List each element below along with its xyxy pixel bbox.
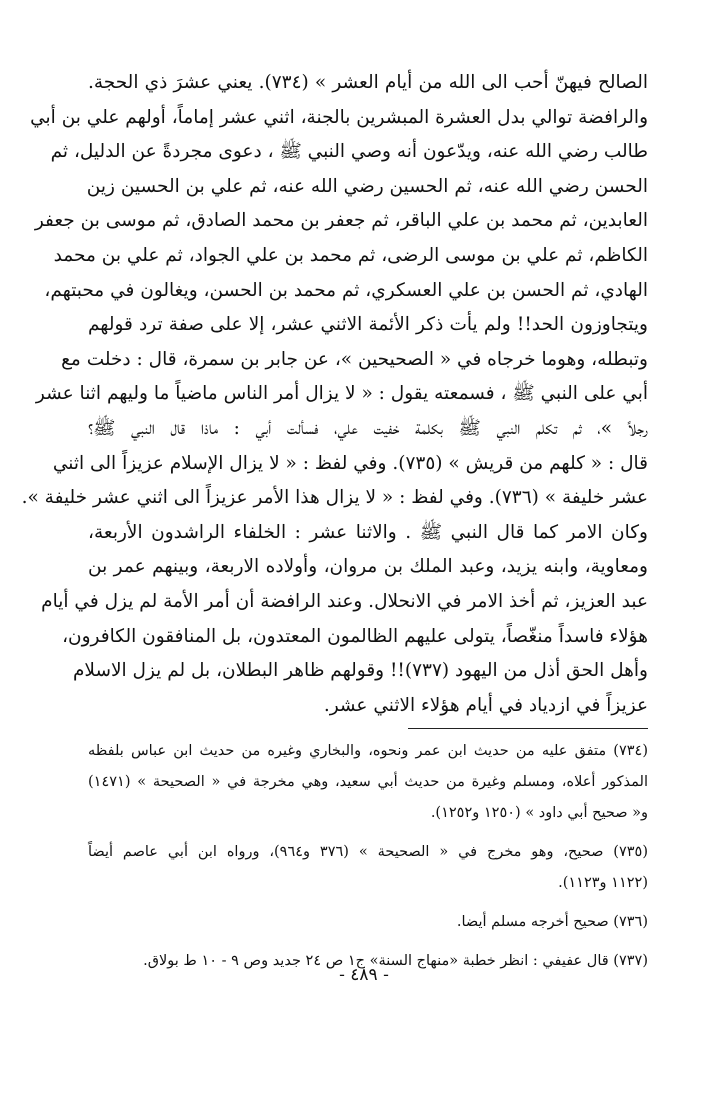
footnote-736 [88,907,648,938]
text-line: الحسن رضي الله عنه، ثم الحسين رضي الله عنه، ثم علي بن الحسين زين [86,175,648,197]
text-line: والرافضة توالي بدل العشرة المبشرين بالجنة، اثني عشر إماماً، أولهم علي بن أبي [30,106,648,128]
footnote-divider [408,728,648,729]
text-line: هؤلاء فاسداً منغّصاً، يتولى عليهم الظالمون المعتدون، بل المنافقون الكافرون، [62,625,648,647]
text-line: عزيزاً في ازدياد في أيام هؤلاء الاثني عشر. [323,694,648,716]
text-line: وتبطله، وهوما خرجاه في « الصحيحين »، عن جابر بن سمرة، قال : دخلت مع [61,348,648,370]
text-line: وأهل الحق أذل من اليهود (٧٣٧)!! وقولهم ظاهر البطلان، بل لم يزل الاسلام [72,660,648,682]
text-line: طالب رضي الله عنه، ويدّعون أنه وصي النبي ﷺ ، دعوى مجردةً عن الدليل، ثم [50,141,648,163]
text-line: ويتجاوزون الحد!! ولم يأت ذكر الأئمة الاثني عشر، إلا على صفة ترد قولهم [88,314,648,336]
text-line: الهادي، ثم الحسن بن علي العسكري، ثم محمد بن الحسن، ويغالون في محبتهم، [44,279,648,301]
main-text [21,66,649,723]
footnote-735 [88,837,648,899]
footnote-734 [88,736,648,829]
footnote-line: و« صحيح أبي داود » (١٢٥٠ و١٢٥٢). [430,805,648,821]
footnote-line: (٧٣٦) صحيح أخرجه مسلم أيضا. [456,914,648,930]
footnotes [88,736,648,977]
text-line: رجلاً »، ثم تكلم النبي ﷺ بكلمة خفيت علي، فسألت أبي : ماذا قال النبي ﷺ؟ [88,417,648,439]
text-line: قال : « كلهم من قريش » (٧٣٥). وفي لفظ : « لا يزال الإسلام عزيزاً الى اثني [52,452,648,474]
footnote-line: (٧٣٧) قال عفيفي : انظر خطبة «منهاج السنة» ج١ ص ٢٤ جديد وص ٩ - ١٠ ط بولاق. [143,953,648,969]
text-line: عبد العزيز، ثم أخذ الامر في الانحلال. وعند الرافضة أن أمر الأمة لم يزل في أيام [41,590,648,612]
text-line: عشر خليفة » (٧٣٦). وفي لفظ : « لا يزال هذا الأمر عزيزاً الى اثني عشر خليفة ». [21,487,648,509]
text-line: ومعاوية، وابنه يزيد، وعبد الملك بن مروان، وأولاده الاربعة، وبينهم عمر بن [88,556,648,578]
text-line: العابدين، ثم محمد بن علي الباقر، ثم جعفر بن محمد الصادق، ثم موسى بن جعفر [34,210,648,232]
text-line: وكان الامر كما قال النبي ﷺ . والاثنا عشر : الخلفاء الراشدون الأربعة، [88,521,648,543]
text-line: الصالح فيهنّ أحب الى الله من أيام العشر » (٧٣٤). يعني عشرَ ذي الحجة. [88,72,649,93]
page-number: - ٤٨٩ - [339,965,389,985]
footnote-line: (١١٢٢ و١١٢٣). [558,875,648,891]
text-line: الكاظم، ثم علي بن موسى الرضى، ثم محمد بن علي الجواد، ثم علي بن محمد [53,244,648,266]
footnote-line: (٧٣٥) صحيح، وهو مخرج في « الصحيحة » (٣٧٦ و٩٦٤)، ورواه ابن أبي عاصم أيضاً [88,844,648,860]
footnote-line: (٧٣٤) متفق عليه من حديث ابن عمر ونحوه، والبخاري وغيره من حديث ابن عباس بلفظه [88,743,648,759]
footnote-line: المذكور أعلاه، ومسلم وغيرة من حديث أبي سعيد، وهي مخرجة في « الصحيحة » (١٤٧١) [88,774,648,790]
text-line: أبي على النبي ﷺ ، فسمعته يقول : « لا يزال أمر الناس ماضياً ما وليهم اثنا عشر [35,383,648,405]
